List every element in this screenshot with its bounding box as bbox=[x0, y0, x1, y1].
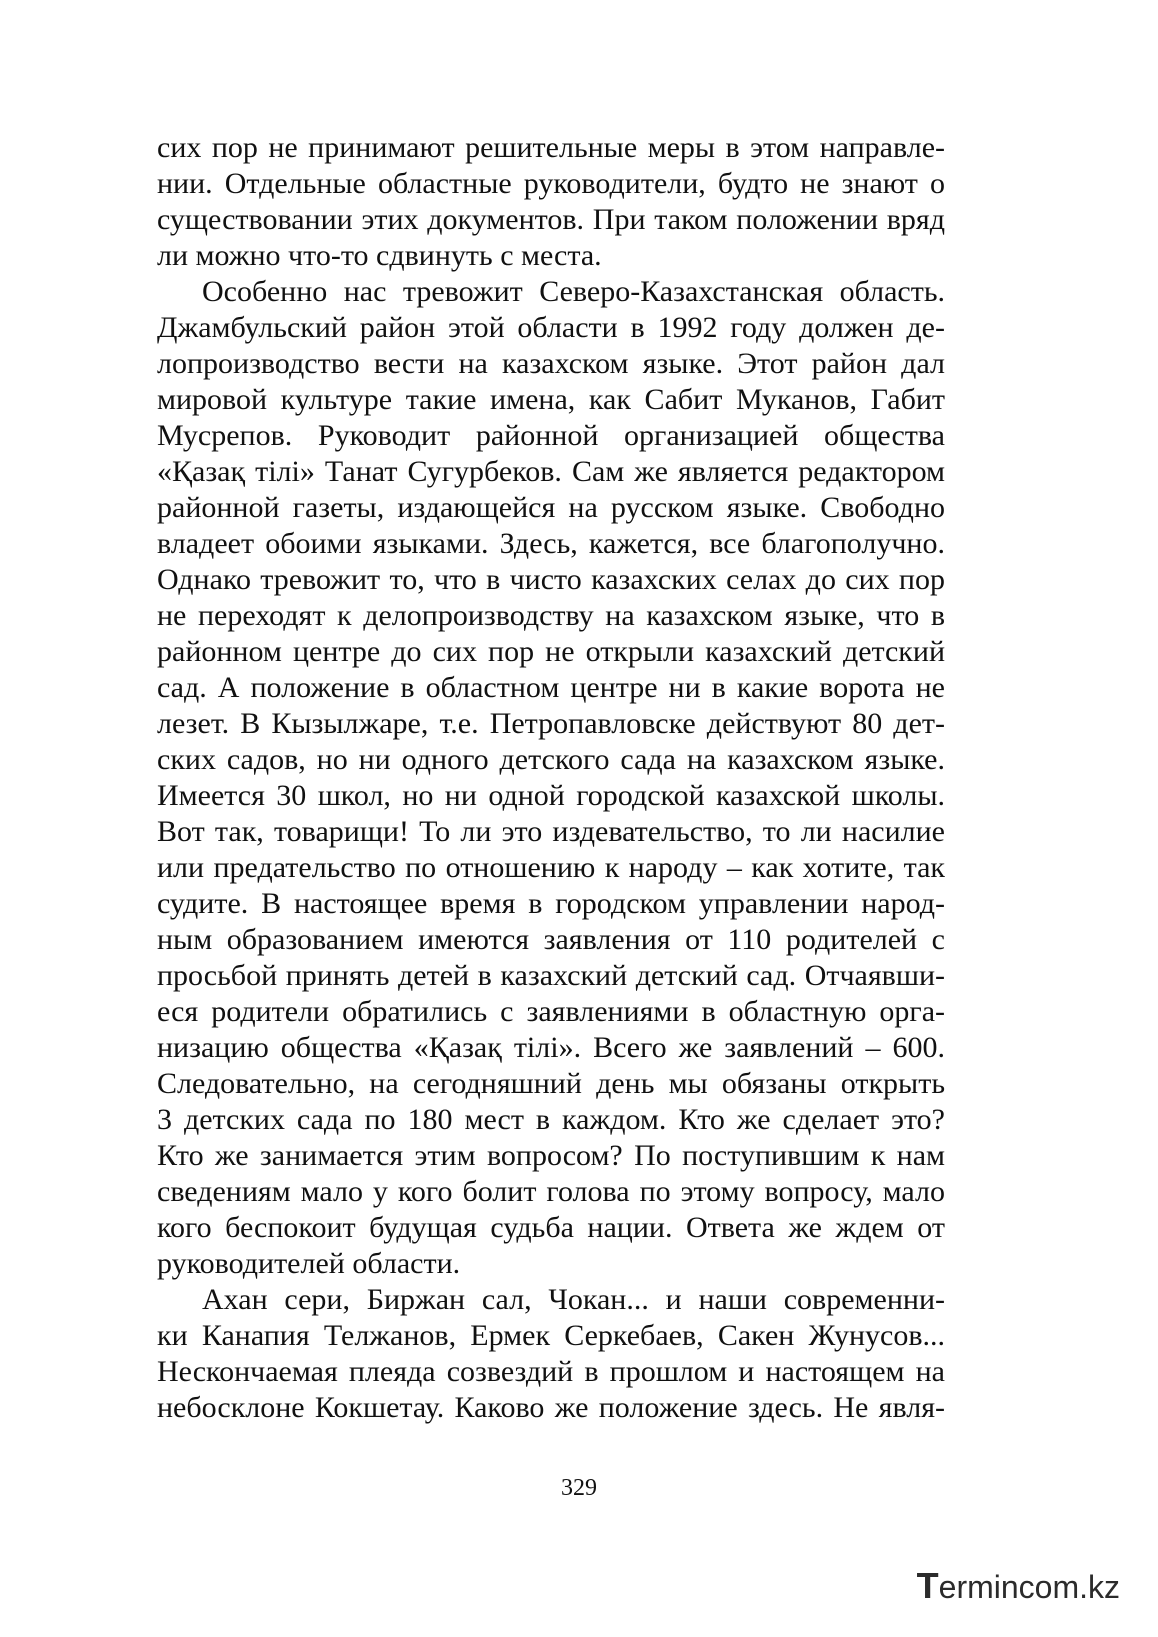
text-line: или предательство по отношению к народу – как хотите, так bbox=[157, 851, 945, 884]
watermark-rest: ermincom.kz bbox=[938, 1569, 1120, 1605]
text-line: ли можно что-то сдвинуть с места. bbox=[157, 239, 602, 272]
watermark-initial: T bbox=[916, 1565, 939, 1606]
text-line: лопроизводство вести на казахском языке. Этот район дал bbox=[157, 347, 945, 380]
text-line: Мусрепов. Руководит районной организацией общества bbox=[157, 419, 945, 452]
text-line: ным образованием имеются заявления от 110 родителей с bbox=[157, 923, 945, 956]
text-line: просьбой принять детей в казахский детский сад. Отчаявши- bbox=[157, 959, 945, 992]
text-line: «Қазақ тілі» Танат Сугурбеков. Сам же является редактором bbox=[157, 455, 945, 488]
text-line: Однако тревожит то, что в чисто казахских селах до сих пор bbox=[157, 563, 945, 596]
text-line: районном центре до сих пор не открыли казахский детский bbox=[157, 635, 945, 668]
text-line: еся родители обратились с заявлениями в областную орга- bbox=[157, 995, 945, 1028]
text-line: Вот так, товарищи! То ли это издевательство, то ли насилие bbox=[157, 815, 945, 848]
text-line: Следовательно, на сегодняшний день мы обязаны открыть bbox=[157, 1067, 945, 1100]
text-line: ки Канапия Телжанов, Ермек Серкебаев, Сакен Жунусов... bbox=[157, 1319, 945, 1352]
text-line: не переходят к делопроизводству на казахском языке, что в bbox=[157, 599, 945, 632]
page-number: 329 bbox=[561, 1475, 597, 1501]
text-line: Особенно нас тревожит Северо-Казахстанская область. bbox=[202, 275, 945, 308]
document-body bbox=[157, 130, 945, 1426]
text-line: сих пор не принимают решительные меры в этом направле- bbox=[157, 131, 945, 164]
text-line: сведениям мало у кого болит голова по этому вопросу, мало bbox=[157, 1175, 945, 1208]
text-line: Джамбульский район этой области в 1992 году должен де- bbox=[157, 311, 945, 344]
text-line: кого беспокоит будущая судьба нации. Ответа же ждем от bbox=[157, 1211, 945, 1244]
text-line: существовании этих документов. При таком положении вряд bbox=[157, 203, 945, 236]
terminkom-watermark-logo bbox=[917, 1565, 1120, 1607]
text-line: Имеется 30 школ, но ни одной городской казахской школы. bbox=[157, 779, 945, 812]
text-line: владеет обоими языками. Здесь, кажется, все благополучно. bbox=[157, 527, 945, 560]
text-line: лезет. В Кызылжаре, т.е. Петропавловске действуют 80 дет- bbox=[157, 707, 945, 740]
text-line: низацию общества «Қазақ тілі». Всего же заявлений – 600. bbox=[157, 1031, 945, 1064]
text-line: Кто же занимается этим вопросом? По поступившим к нам bbox=[157, 1139, 945, 1172]
text-line: небосклоне Кокшетау. Каково же положение здесь. Не явля- bbox=[157, 1391, 945, 1424]
text-line: Ахан сери, Биржан сал, Чокан... и наши современни- bbox=[202, 1283, 945, 1316]
text-line: Нескончаемая плеяда созвездий в прошлом и настоящем на bbox=[157, 1355, 945, 1388]
text-line: 3 детских сада по 180 мест в каждом. Кто же сделает это? bbox=[157, 1103, 945, 1136]
text-line: сад. А положение в областном центре ни в какие ворота не bbox=[157, 671, 945, 704]
text-line: районной газеты, издающейся на русском языке. Свободно bbox=[157, 491, 945, 524]
text-line: нии. Отдельные областные руководители, будто не знают о bbox=[157, 167, 945, 200]
text-line: судите. В настоящее время в городском управлении народ- bbox=[157, 887, 945, 920]
text-line: мировой культуре такие имена, как Сабит Муканов, Габит bbox=[157, 383, 945, 416]
text-line: руководителей области. bbox=[157, 1247, 461, 1280]
text-line: ских садов, но ни одного детского сада на казахском языке. bbox=[157, 743, 945, 776]
